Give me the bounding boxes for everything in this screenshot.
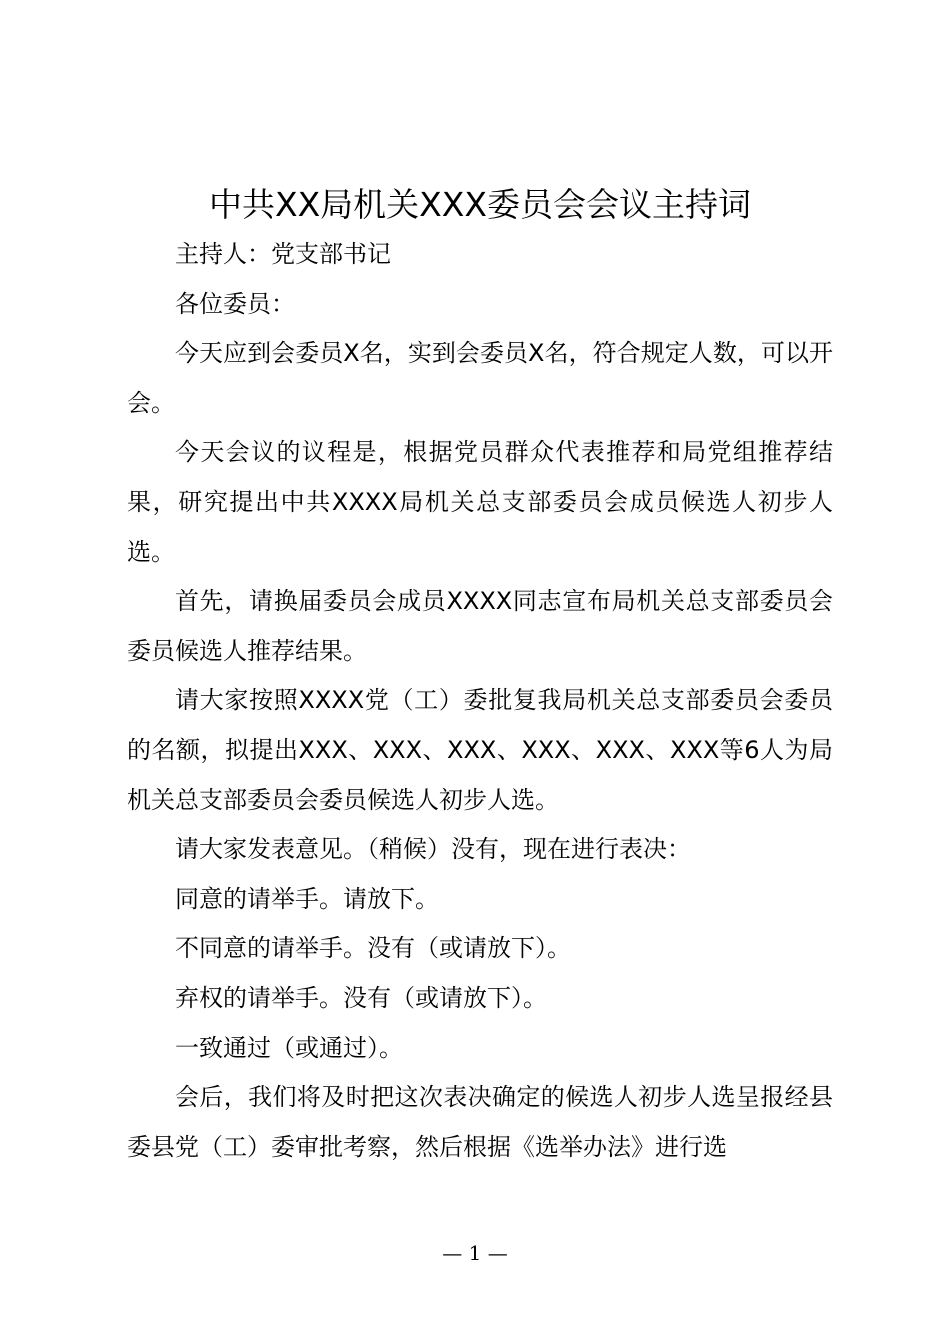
paragraph-vote-agree: 同意的请举手。请放下。 bbox=[175, 884, 439, 913]
paragraph-attendance: 今天应到会委员X名，实到会委员X名，符合规定人数，可以开会。 bbox=[127, 339, 833, 417]
paragraph-announcement: 首先，请换届委员会成员XXXX同志宣布局机关总支部委员会委员候选人推荐结果。 bbox=[127, 587, 833, 665]
document-title: 中共XX局机关XXX委员会会议主持词 bbox=[208, 185, 752, 224]
document-body bbox=[127, 230, 833, 1172]
page-number: — 1 — bbox=[442, 1241, 508, 1265]
paragraph-salutation: 各位委员： bbox=[175, 289, 295, 318]
paragraph-host: 主持人：党支部书记 bbox=[175, 240, 391, 268]
paragraph-vote-abstain: 弃权的请举手。没有（或请放下）。 bbox=[175, 983, 547, 1012]
paragraph-candidates: 请大家按照XXXX党（工）委批复我局机关总支部委员会委员的名额，拟提出XXX、XXX、XXX、XXX、XXX、XXX等6人为局机关总支部委员会委员候选人初步人选。 bbox=[127, 686, 833, 814]
paragraph-after-meeting: 会后，我们将及时把这次表决确定的候选人初步人选呈报经县委县党（工）委审批考察，然后根据《选举办法》进行选 bbox=[127, 1083, 833, 1161]
paragraph-vote-result: 一致通过（或通过）。 bbox=[175, 1033, 403, 1062]
paragraph-opinions: 请大家发表意见。（稍候）没有，现在进行表决： bbox=[175, 835, 691, 864]
paragraph-agenda: 今天会议的议程是，根据党员群众代表推荐和局党组推荐结果，研究提出中共XXXX局机关总支部委员会成员候选人初步人选。 bbox=[127, 438, 833, 566]
paragraph-vote-disagree: 不同意的请举手。没有（或请放下）。 bbox=[175, 934, 571, 963]
